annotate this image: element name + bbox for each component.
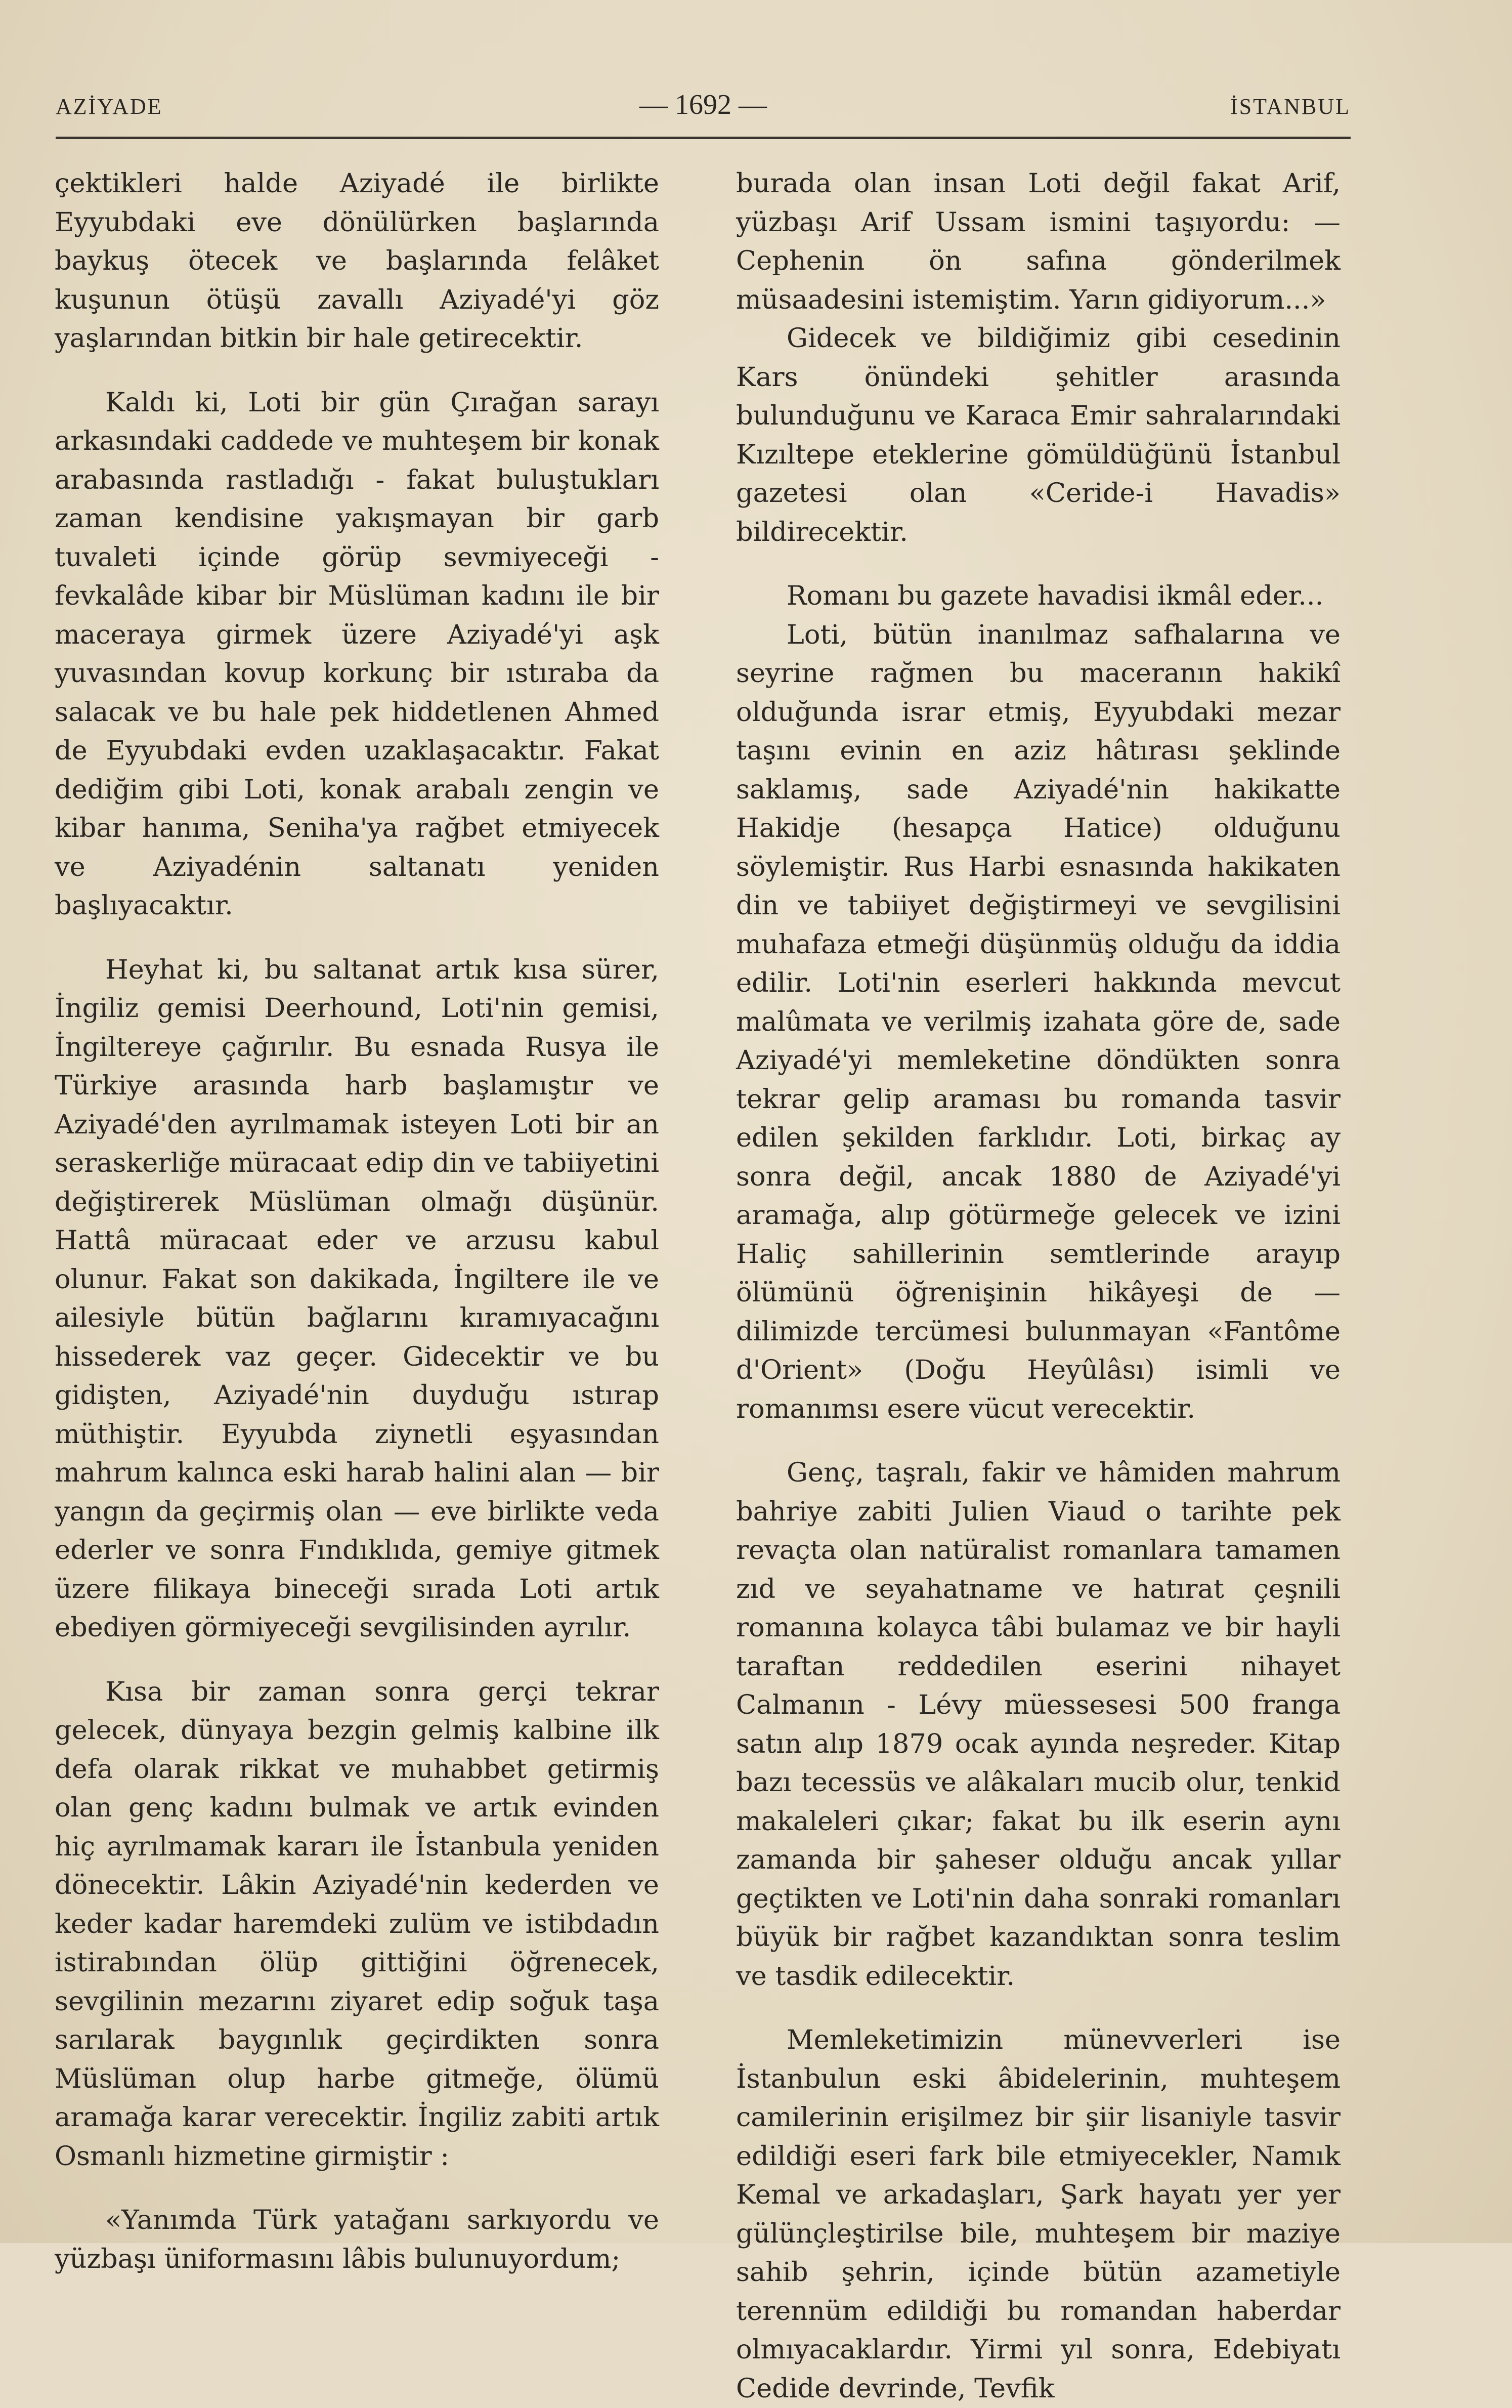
header-book-title: AZİYADE: [56, 94, 163, 119]
paragraph: Gidecek ve bildiğimiz gibi cesedinin Kars önündeki şehitler arasında bulunduğunu ve Karaca Emir sahralarındaki Kızıltepe eteklerine gömüldüğünü İstanbul gazetesi olan «Ceride-i Havadis» bildirecektir.: [736, 323, 1341, 547]
paragraph: burada olan insan Loti değil fakat Arif, yüzbaşı Arif Ussam ismini taşıyordu: — Cephenin ön safına gönderilmek müsaadesini istemiştim. Yarın gidiyorum...»: [736, 168, 1341, 315]
paragraph: «Yanımda Türk yatağanı sarkıyordu ve yüzbaşı üniformasını lâbis bulunuyordum;: [55, 2205, 659, 2274]
paragraph: Genç, taşralı, fakir ve hâmiden mahrum bahriye zabiti Julien Viaud o tarihte pek revaçta olan natüralist romanlara tamamen zıd ve seyahatname ve hatırat çeşnili romanına kolayca tâbi bulamaz ve bir hayli taraftan reddedilen eserini nihayet Calmanın - Lévy müessesesi 500 franga satın alıp 1879 ocak ayında neşreder. Kitap bazı tecessüs ve alâkaları mucib olur, tenkid makaleleri çıkar; fakat bu ilk eserin aynı zamanda bir şaheser olduğu ancak yıllar geçtikten ve Loti'nin daha sonraki romanları büyük bir rağbet kazandıktan sonra teslim ve tasdik edilecektir.: [736, 1457, 1341, 1992]
paragraph: Romanı bu gazete havadisi ikmâl eder...: [787, 580, 1324, 611]
paragraph: Kısa bir zaman sonra gerçi tekrar gelecek, dünyaya bezgin gelmiş kalbine ilk defa olarak rikkat ve muhabbet getirmiş olan genç kadını bulmak ve artık evinden hiç ayrılmamak kararı ile İstanbula yeniden dönecektir. Lâkin Aziyadé'nin kederden ve keder kadar haremdeki zulüm ve istibdadın istirabından ölüp gittiğini öğrenecek, sevgilinin mezarını ziyaret edip soğuk taşa sarılarak baygınlık geçirdikten sonra Müslüman olup harbe gitmeğe, ölümü aramağa karar verecektir. İngiliz zabiti artık Osmanlı hizmetine girmiştir :: [55, 1676, 659, 2172]
paragraph: Loti, bütün inanılmaz safhalarına ve seyrine rağmen bu maceranın hakikî olduğunda israr etmiş, Eyyubdaki mezar taşını evinin en aziz hâtırası şeklinde saklamış, sade Aziyadé'nin hakikatte Hakidje (hesapça Hatice) olduğunu söylemiştir. Rus Harbi esnasında hakikaten din ve tabiiyet değiştirmeyi ve sevgilisini muhafaza etmeği düşünmüş olduğu da iddia edilir. Loti'nin eserleri hakkında mevcut malûmata ve verilmiş izahata göre de, sade Aziyadé'yi memleketine döndükten sonra tekrar gelip araması bu romanda tasvir edilen şekilden farklıdır. Loti, birkaç ay sonra değil, ancak 1880 de Aziyadé'yi aramağa, alıp götürmeğe gelecek ve izini Haliç sahillerinin semtlerinde arayıp ölümünü öğrenişinin hikâyeşi de — dilimizde tercümesi bulunmayan «Fantôme d'Orient» (Doğu Heyûlâsı) isimli ve romanımsı esere vücut verecektir.: [736, 619, 1341, 1424]
paragraph: Heyhat ki, bu saltanat artık kısa sürer, İngiliz gemisi Deerhound, Loti'nin gemisi, İngiltereye çağırılır. Bu esnada Rusya ile Türkiye arasında harb başlamıştır ve Aziyadé'den ayrılmamak isteyen Loti bir an seraskerliğe müracaat edip din ve tabiiyetini değiştirerek Müslüman olmağı düşünür. Hattâ müracaat eder ve arzusu kabul olunur. Fakat son dakikada, İngiltere ile ve ailesiyle bütün bağlarını kıramıyacağını hissederek vaz geçer. Gidecektir ve bu gidişten, Aziyadé'nin duyduğu ıstırap müthiştir. Eyyubda ziynetli eşyasından mahrum kalınca eski harab halini alan — bir yangın da geçirmiş olan — eve birlikte veda ederler ve sonra Fındıklıda, gemiye gitmek üzere filikaya bineceği sırada Loti artık ebediyen görmiyeceği sevgilisinden ayrılır.: [55, 954, 659, 1643]
page-number: — 1692 —: [639, 89, 767, 120]
paragraph: Memleketimizin münevverleri ise İstanbulun eski âbidelerinin, muhteşem camilerinin erişilmez bir şiir lisaniyle tasvir edildiği eseri fark bile etmiyecekler, Namık Kemal ve arkadaşları, Şark hayatı yer yer gülünçleştirilse bile, muhteşem bir maziye sahib şehrin, içinde bütün azametiyle terennüm edildiği bu romandan haberdar olmıyacaklardır. Yirmi yıl sonra, Edebiyatı Cedide devrinde, Tevfik: [736, 2024, 1341, 2404]
paragraph: Kaldı ki, Loti bir gün Çırağan sarayı arkasındaki caddede ve muhteşem bir konak arabasında rastladığı - fakat buluştukları zaman kendisine yakışmayan bir garb tuvaleti içinde görüp sevmiyeceği - fevkalâde kibar bir Müslüman kadını ile bir maceraya girmek üzere Aziyadé'yi aşk yuvasından kovup korkunç bir ıstıraba da salacak ve bu hale pek hiddetlenen Ahmed de Eyyubdaki evden uzaklaşacaktır. Fakat dediğim gibi Loti, konak arabalı zengin ve kibar hanıma, Seniha'ya rağbet etmiyecek ve Aziyadénin saltanatı yeniden başlıyacaktır.: [55, 387, 659, 921]
header-rule: [56, 137, 1351, 139]
header-publication: İSTANBUL: [1230, 94, 1351, 119]
left-column: [55, 164, 659, 2278]
running-header: [56, 89, 1351, 129]
right-column: [736, 164, 1341, 2408]
paragraph: çektikleri halde Aziyadé ile birlikte Eyyubdaki eve dönülürken başlarında baykuş ötecek ve başlarında felâket kuşunun ötüşü zavallı Aziyadé'yi göz yaşlarından bitkin bir hale getirecektir.: [55, 168, 659, 354]
